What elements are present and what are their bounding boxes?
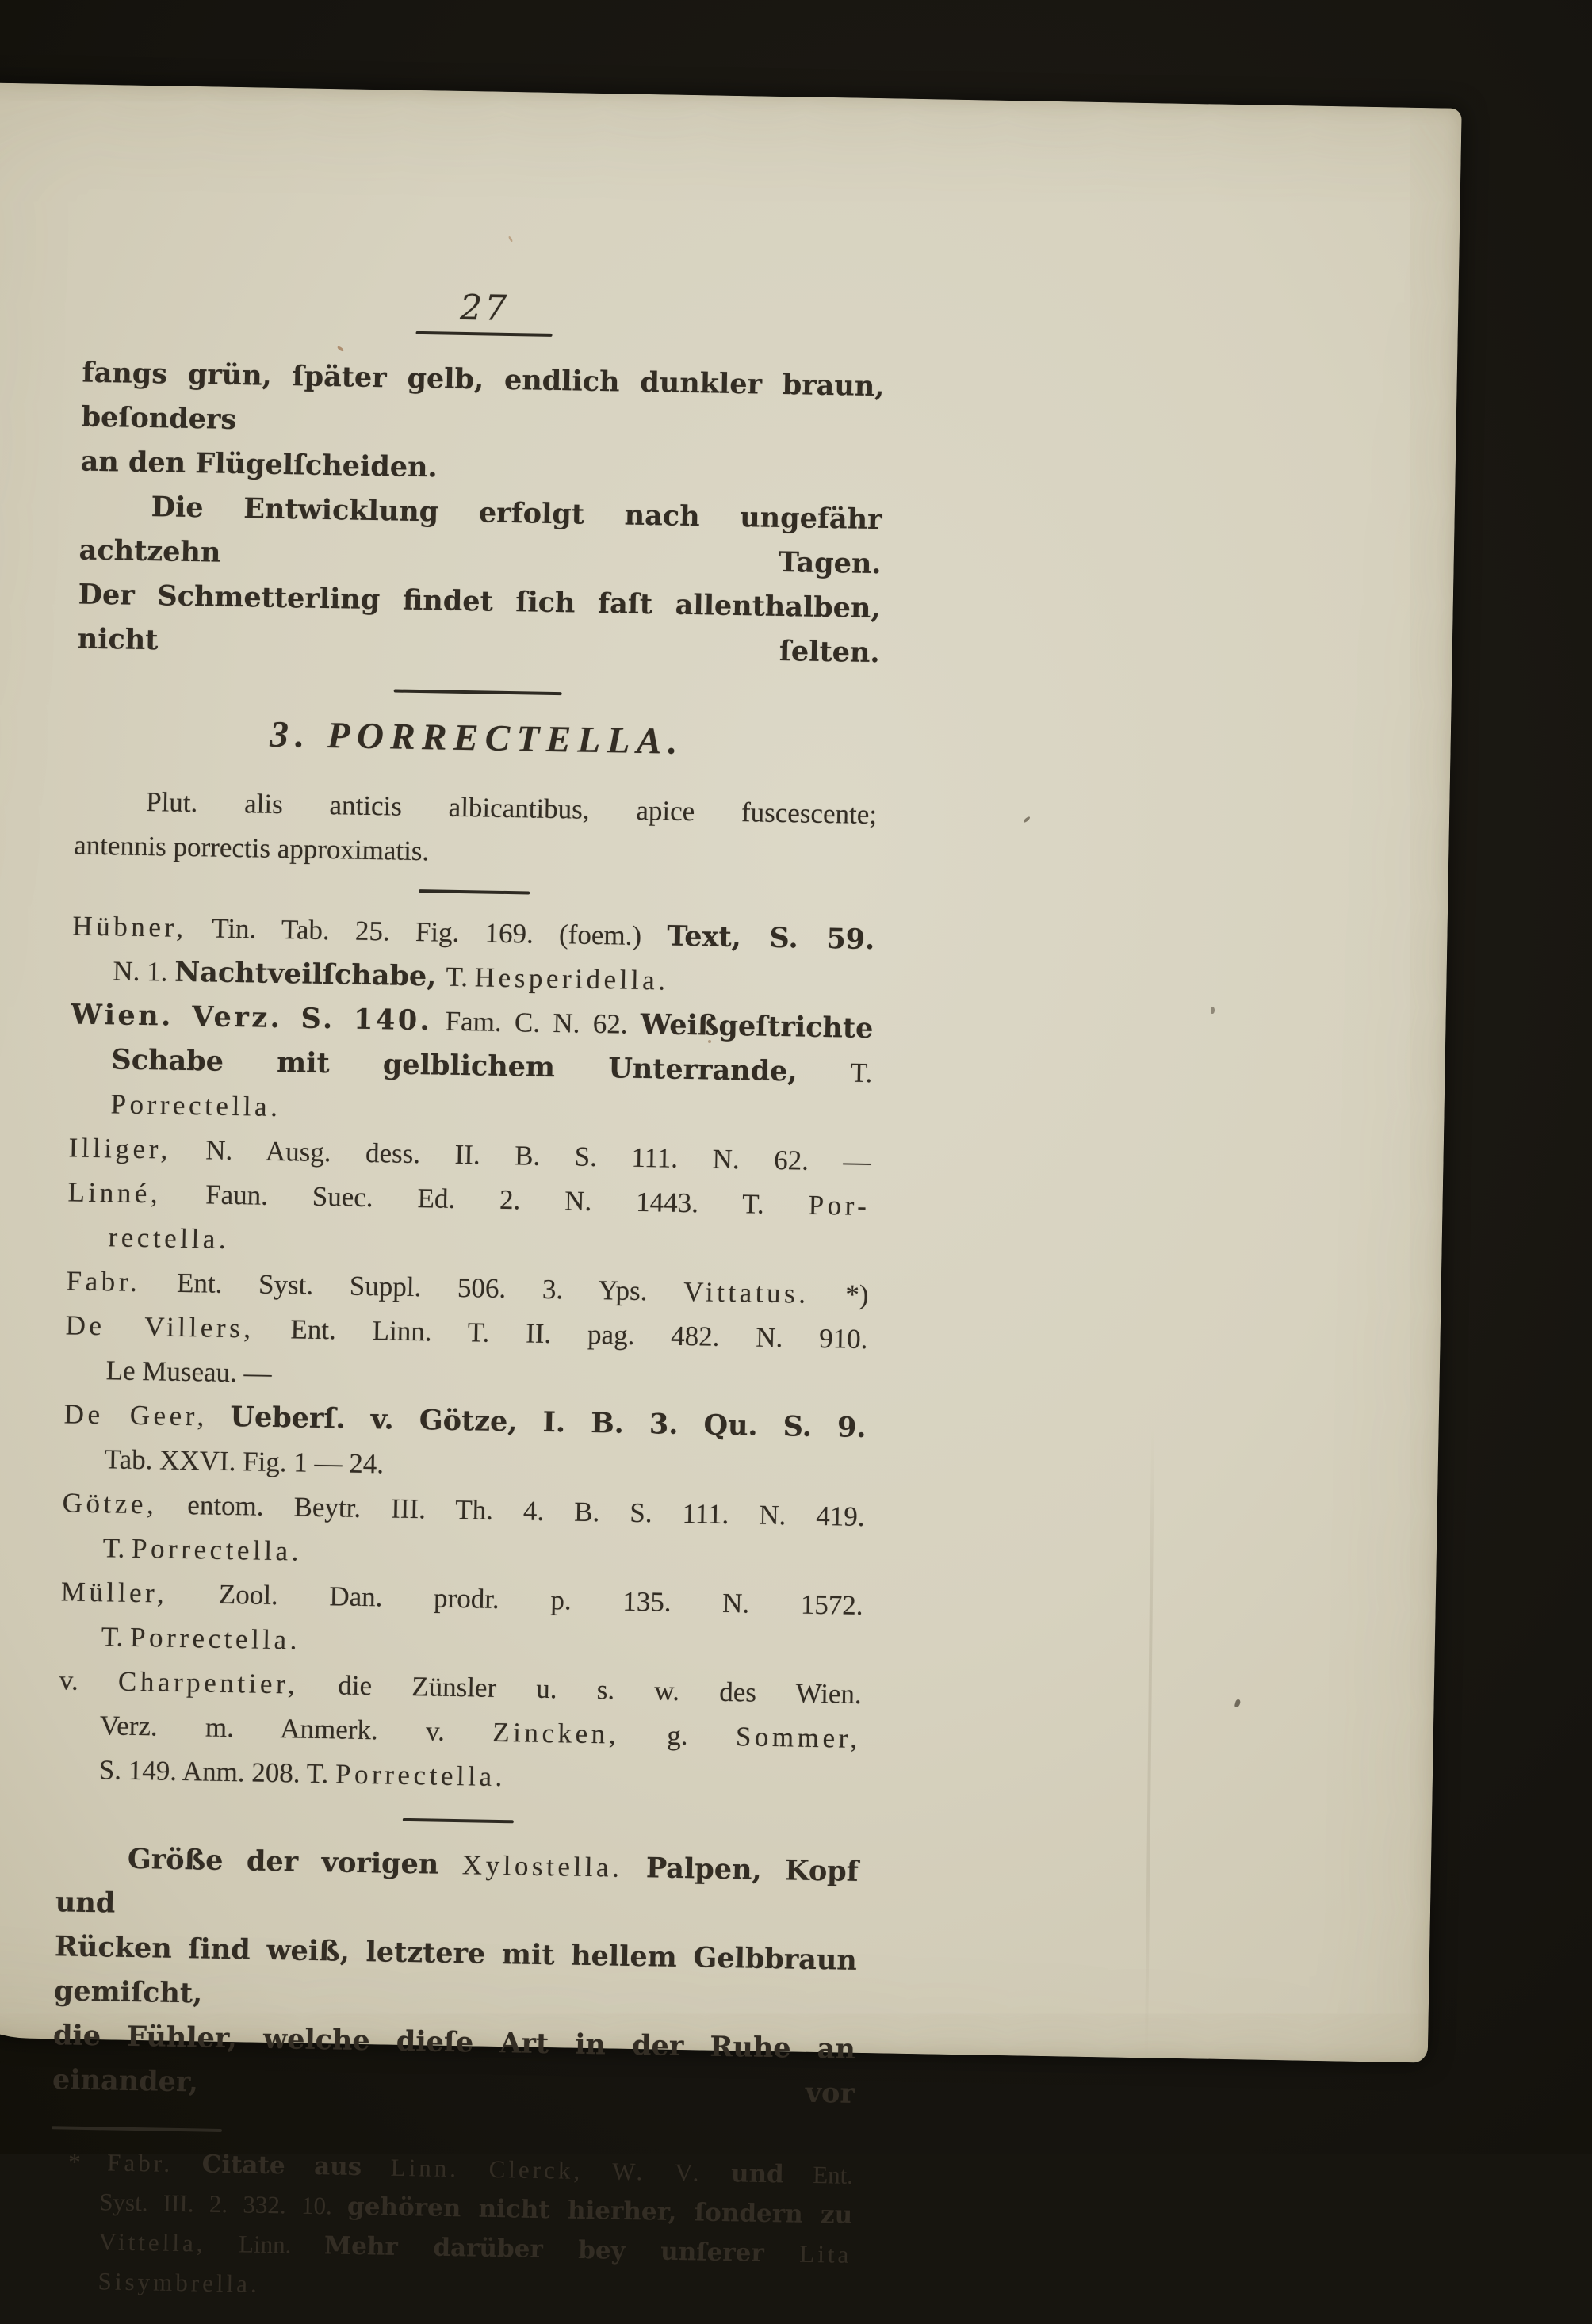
text-segment: T. [101, 1621, 131, 1653]
text-segment: Nachtveilſchabe, [174, 955, 446, 993]
text-segment: De Villers, [65, 1309, 254, 1344]
text-segment: antennis porrectis approximatis. [73, 829, 430, 867]
description-line [52, 2013, 856, 2116]
intro-line [78, 484, 882, 587]
text-segment: Linn. Clerck, W. V. [390, 2153, 702, 2187]
text-segment: Mehr darüber bey unſerer [323, 2231, 800, 2269]
text-segment: Xylostella. [461, 1849, 623, 1883]
text-segment: Porrectella. [131, 1532, 303, 1567]
text-segment: Palpen, Kopf und [55, 1851, 859, 1920]
text-segment: Lita [798, 2239, 852, 2269]
text-segment: Sisymbrella. [98, 2267, 261, 2298]
text-segment: Vittatus. [683, 1275, 809, 1309]
text-segment: Zool. Dan. prodr. p. 135. N. 1572. [166, 1577, 863, 1621]
intro-line [77, 573, 881, 676]
reference-line [69, 1037, 873, 1140]
text-segment: Illiger, [68, 1132, 172, 1165]
text-segment: Zincken, [492, 1716, 620, 1750]
text-segment: Plut. alis anticis albicantibus, apice fuscescente; [145, 786, 878, 831]
page-header [83, 283, 886, 343]
section-divider [403, 1818, 514, 1823]
text-segment: die Fühler, welche dieſe Art in der Ruhe an einander, vor [52, 2019, 856, 2110]
text-segment: T. [102, 1532, 132, 1564]
text-segment: v. [59, 1665, 119, 1697]
text-segment: Ent. Syst. Suppl. 506. 3. Yps. [140, 1267, 684, 1307]
text-segment: g. [618, 1718, 737, 1753]
text-segment: Rücken ſind weiß, letztere mit hellem Gelbbraun gemiſcht, [53, 1930, 858, 2010]
text-segment: die Zünsler u. s. w. des Wien. [297, 1668, 863, 1710]
text-segment [208, 1401, 231, 1432]
footnote [48, 2142, 853, 2314]
text-segment: Porrectella. [129, 1621, 301, 1656]
text-segment: Charpentier, [117, 1665, 299, 1700]
text-segment: und [702, 2158, 813, 2189]
text-segment: Der Schmetterling findet ſich faſt allenthalben, nicht ſelten. [77, 578, 881, 670]
text-segment: Linné, [67, 1176, 162, 1210]
text-segment: Tin. Tab. 25. Fig. 169. (foem.) [186, 912, 668, 952]
text-segment: entom. Beytr. III. Th. 4. B. S. 111. N. 419. [157, 1489, 865, 1533]
text-segment: Ent. [812, 2160, 854, 2189]
text-segment: an den Flügelſcheiden. [80, 445, 438, 484]
text-segment: Götze, [62, 1487, 158, 1520]
text-segment: Hesperidella. [474, 961, 669, 996]
text-segment: Müller, [60, 1576, 168, 1609]
intro-line [81, 351, 885, 454]
text-segment: Wien. Verz. S. 140. [71, 998, 433, 1038]
page-number: 27 [459, 287, 510, 329]
section-divider [394, 689, 562, 695]
text-segment: Ueberſ. v. Götze, I. B. 3. Qu. S. 9. [230, 1401, 867, 1445]
text-segment: Vittella, [98, 2227, 206, 2257]
text-segment: De Geer, [63, 1398, 209, 1432]
text-segment: Fabr. [66, 1265, 141, 1298]
text-segment: Porrectella. [110, 1088, 281, 1123]
section-heading: 3. PORRECTELLA. [269, 713, 685, 763]
species-description [52, 1836, 859, 2116]
text-segment: Citate aus [172, 2149, 392, 2182]
text-segment: Tab. XXVI. Fig. 1 — 24. [104, 1443, 385, 1480]
text-segment: Syst. III. 2. 332. 10. [99, 2188, 348, 2220]
text-segment: T. [850, 1057, 873, 1089]
text-segment: Porrectella. [335, 1758, 507, 1793]
text-segment: Verz. m. Anmerk. v. [99, 1710, 493, 1748]
text-segment: Fam. C. N. 62. [431, 1005, 641, 1040]
text-segment: S. 149. Anm. 208. T. [98, 1754, 336, 1790]
text-segment: Sommer, [735, 1721, 862, 1754]
text-segment: * [67, 2147, 108, 2177]
description-line [53, 1925, 857, 2028]
intro-paragraphs [77, 351, 885, 676]
text-segment: Faun. Suec. Ed. 2. N. 1443. T. [160, 1178, 809, 1221]
text-segment: Le Museau. — [105, 1355, 272, 1389]
reference-list [57, 904, 874, 1805]
text-segment: N. 1. [113, 955, 175, 988]
text-segment: Ent. Linn. T. II. pag. 482. N. 910. [254, 1313, 868, 1355]
text-segment: N. Ausg. dess. II. B. S. 111. N. 62. — [170, 1133, 871, 1178]
text-segment: gehören nicht hierher, ſondern zu [346, 2192, 853, 2230]
page-number-rule [416, 331, 553, 337]
latin-diagnosis [74, 778, 878, 881]
text-segment: Hübner, [72, 910, 187, 943]
section-divider [419, 889, 530, 894]
text-column [48, 283, 886, 2314]
text-segment: Text, S. 59. [666, 919, 875, 957]
text-segment: fangs grün, ſpäter gelb, endlich dunkler braun, beſonders [81, 356, 885, 436]
book-page-paper [0, 82, 1462, 2298]
text-segment: Weißgeſtrichte [640, 1007, 874, 1045]
text-segment: *) [809, 1278, 869, 1311]
text-segment: Die Entwicklung erfolgt nach ungefähr achtzehn Tagen. [78, 491, 882, 581]
text-segment: Linn. [205, 2229, 325, 2260]
text-segment: Größe der vorigen [127, 1842, 463, 1882]
footnote-rule [52, 2126, 222, 2132]
description-line [55, 1836, 859, 1939]
text-segment: rectella. [108, 1221, 230, 1255]
text-segment: Por- [808, 1189, 871, 1222]
text-segment: Fabr. [106, 2148, 174, 2177]
text-segment: Schabe mit gelblichem Unterrande, [111, 1043, 851, 1089]
text-segment: T. [446, 961, 476, 993]
